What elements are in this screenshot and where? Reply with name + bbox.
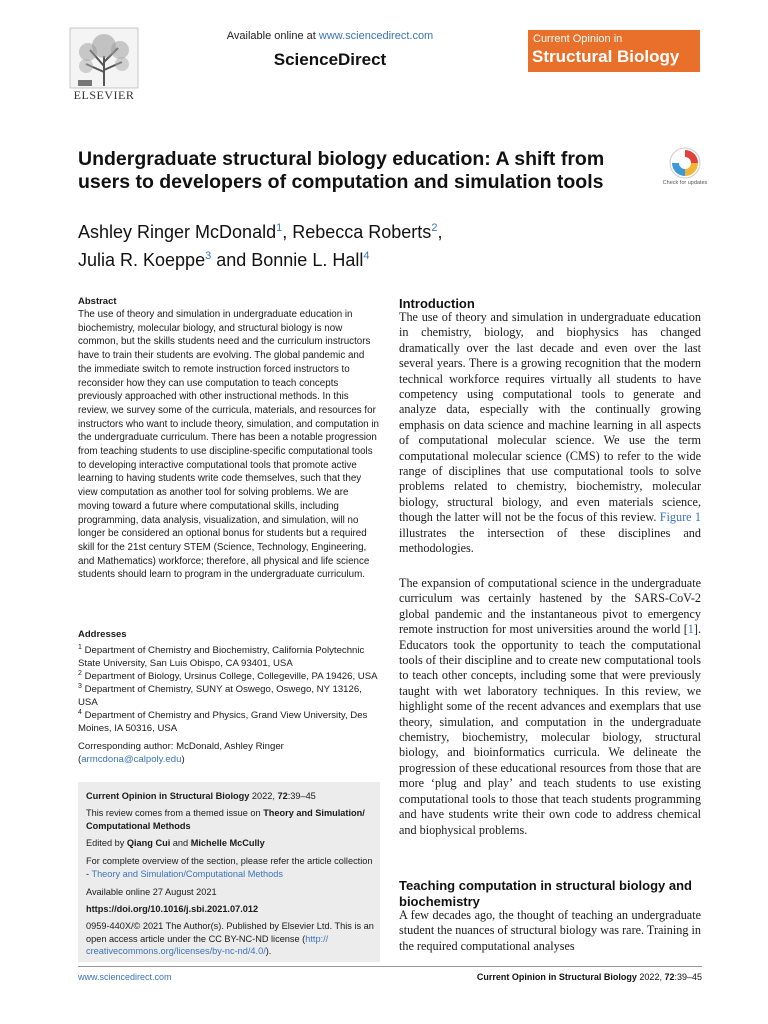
corresponding-email-link[interactable]: armcdona@calpoly.edu <box>81 754 182 765</box>
editor-name: Qiang Cui <box>126 838 171 848</box>
sciencedirect-wordmark: ScienceDirect <box>273 50 387 69</box>
address-item <box>78 706 380 735</box>
address-number: 4 <box>78 709 82 716</box>
author-separator: , <box>437 222 443 242</box>
available-online-line <box>190 30 470 42</box>
author-name: Ashley Ringer McDonald <box>78 222 277 242</box>
journal-banner <box>528 30 700 72</box>
author-name: Julia R. Koeppe <box>78 250 206 270</box>
journal-reference-name: Current Opinion in Structural Biology <box>86 791 250 801</box>
author-separator: , <box>282 222 293 242</box>
doi-link[interactable]: https://doi.org/10.1016/j.sbi.2021.07.012 <box>86 904 259 914</box>
address-number: 3 <box>78 683 82 690</box>
editor-name: Michelle McCully <box>190 838 265 848</box>
section-overview-note <box>86 855 374 880</box>
reference-link[interactable]: 1 <box>687 622 694 637</box>
address-text: Department of Chemistry and Biochemistry, California Polytechnic State University, San Luis Obispo, CA 93401, USA <box>78 645 365 670</box>
address-text: Department of Chemistry, SUNY at Oswego, Oswego, NY 13126, USA <box>78 684 362 709</box>
corresponding-suffix: ) <box>181 754 185 765</box>
edited-by-and: and <box>170 838 191 848</box>
overview-text: For complete overview of the section, please refer the article collection - <box>86 856 373 879</box>
footer-volume: 72 <box>664 972 675 982</box>
figure-1-link[interactable]: Figure 1 <box>659 510 701 525</box>
themed-issue-note <box>86 807 374 832</box>
journal-banner-line1: Current Opinion in <box>533 33 623 45</box>
address-text: Department of Chemistry and Physics, Grand View University, Des Moines, IA 50316, USA <box>78 710 368 735</box>
section-paragraph: A few decades ago, the thought of teaching an undergraduate student the nuances of structural biology was rare. Training in the required computational analyses <box>399 908 701 953</box>
edited-by-note <box>86 837 374 850</box>
address-text: Department of Biology, Ursinus College, Collegeville, PA 19426, USA <box>81 671 378 683</box>
address-number: 1 <box>78 644 82 651</box>
corresponding-author <box>78 740 380 766</box>
abstract-text: The use of theory and simulation in undergraduate education in biochemistry, molecular biology, and structural biology is now common, but the skills students need and the curriculum instructors have to train their students are evolving. The global pandemic and the immediate switch to remote instruction forced instructors to reconsider how they can use computation to teach concepts previously approached with other instructional methods. In this review, we survey some of the curricula, materials, and resources for instructors who want to include theory, simulation, and computation in the undergraduate curriculum. There has been a notable progression from teaching students to use discipline-specific computational tools to developing interactive computational tools that promote active learning to having students write code themselves, such that they view computation as another tool for solving problems. We are moving toward a future where computational skills, including programming, data analysis, visualization, and simulation, will no longer be considered an optional bonus for students but a required skill for the 21st century STEM (Science, Technology, Engineering, and Mathematics) workforce; therefore, all physical and life science students should learn to program in the undergraduate curriculum. <box>78 309 379 581</box>
license-prefix: 0959-440X/© 2021 The Author(s). Published by Elsevier Ltd. This is an open access article under the CC BY-NC-ND license ( <box>86 921 374 944</box>
license-link[interactable]: http:// creativecommons.org/licenses/by-nc-nd/4.0/ <box>86 933 329 956</box>
edited-by-prefix: Edited by <box>86 838 127 848</box>
addresses-heading: Addresses <box>78 629 127 640</box>
crossmark-icon[interactable] <box>668 146 702 180</box>
address-item <box>78 641 380 670</box>
abstract-heading: Abstract <box>78 296 117 307</box>
footer-pages: :39–45 <box>674 972 702 982</box>
sciencedirect-link[interactable]: www.sciencedirect.com <box>318 30 434 42</box>
introduction-text: ]. Educators took the opportunity to teach the computational tools of their discipline and to create new computational tools to teach other concepts, including some that were previously taught with wet laboratory techniques. In this review, we highlight some of the recent advances and exemplars that use theory, simulation, and computation in the undergraduate chemistry, biochemistry, molecular biology, structural biology, and bioinformatics curricula. We delineate the progression of these educational resources from those that are more ‘plug and play’ and teach students to use existing computational tools to those that teach students programming and have students write their own code to address chemical and biophysical problems. <box>399 622 701 837</box>
corresponding-prefix: Corresponding author: McDonald, Ashley Ringer ( <box>78 741 284 765</box>
footer-journal-reference <box>420 972 702 982</box>
journal-reference-volume: 72 <box>277 791 288 801</box>
address-number: 2 <box>78 670 82 677</box>
introduction-paragraph <box>399 576 701 838</box>
introduction-text: The use of theory and simulation in undergraduate education in chemistry, biology, and biophysics has changed dramatically over the last decade and even over the last several years. There is a growing recognition that the modern technical workforce requires virtually all students to have competency using computational tools to generate and analyze data, especially with the continually growing emphasis on data science and machine learning in all aspects of computational molecular science. We use the term computational molecular science (CMS) to refer to the wide range of disciplines that use computational tools to solve problems related to chemistry, biochemistry, molecular biology, structural biology, and even materials science, though the latter will not be the focus of this review. <box>399 310 701 525</box>
footer-sciencedirect-link[interactable]: www.sciencedirect.com <box>78 972 172 982</box>
author-name: Rebecca Roberts <box>292 222 432 242</box>
journal-reference-pages: :39–45 <box>287 791 316 801</box>
address-item <box>78 680 380 709</box>
author-separator: and <box>211 250 252 270</box>
introduction-heading: Introduction <box>399 296 475 311</box>
themed-issue-prefix: This review comes from a themed issue on <box>86 808 264 818</box>
author-name: Bonnie L. Hall <box>251 250 364 270</box>
footer-journal-name: Current Opinion in Structural Biology <box>476 972 637 982</box>
article-info-box <box>78 782 380 962</box>
available-prefix: Available online at <box>226 30 319 42</box>
footer-year: 2022, <box>636 972 665 982</box>
section-heading: Teaching computation in structural biology and biochemistry <box>399 878 692 909</box>
publisher-name: ELSEVIER <box>73 88 135 102</box>
journal-banner-line2: Structural Biology <box>532 47 680 66</box>
available-online-date: Available online 27 August 2021 <box>86 887 217 897</box>
license-note <box>86 920 374 958</box>
journal-reference <box>86 790 374 803</box>
license-suffix: ). <box>265 946 272 956</box>
article-collection-link[interactable]: Theory and Simulation/Computational Methods <box>91 868 283 879</box>
author-affiliation-ref[interactable]: 4 <box>363 250 370 262</box>
author-affiliation-ref[interactable]: 1 <box>276 222 283 234</box>
introduction-text: The expansion of computational science in the undergraduate curriculum was certainly hastened by the SARS-CoV-2 global pandemic and the instantaneous pivot to emergency remote instruction for most universities around the world [ <box>399 576 701 637</box>
crossmark-label: Check for updates <box>662 180 708 186</box>
author-affiliation-ref[interactable]: 2 <box>431 222 438 234</box>
author-list <box>78 216 638 272</box>
article-title: Undergraduate structural biology education: A shift from users to developers of computation and simulation tools <box>78 148 605 193</box>
journal-reference-year: 2022, <box>249 791 278 801</box>
introduction-text: illustrates the intersection of these disciplines and methodologies. <box>399 525 701 556</box>
themed-issue-title: Theory and Simulation/ Computational Methods <box>86 808 365 831</box>
author-affiliation-ref[interactable]: 3 <box>205 250 212 262</box>
introduction-paragraph <box>399 310 701 557</box>
footer-divider <box>78 966 702 967</box>
